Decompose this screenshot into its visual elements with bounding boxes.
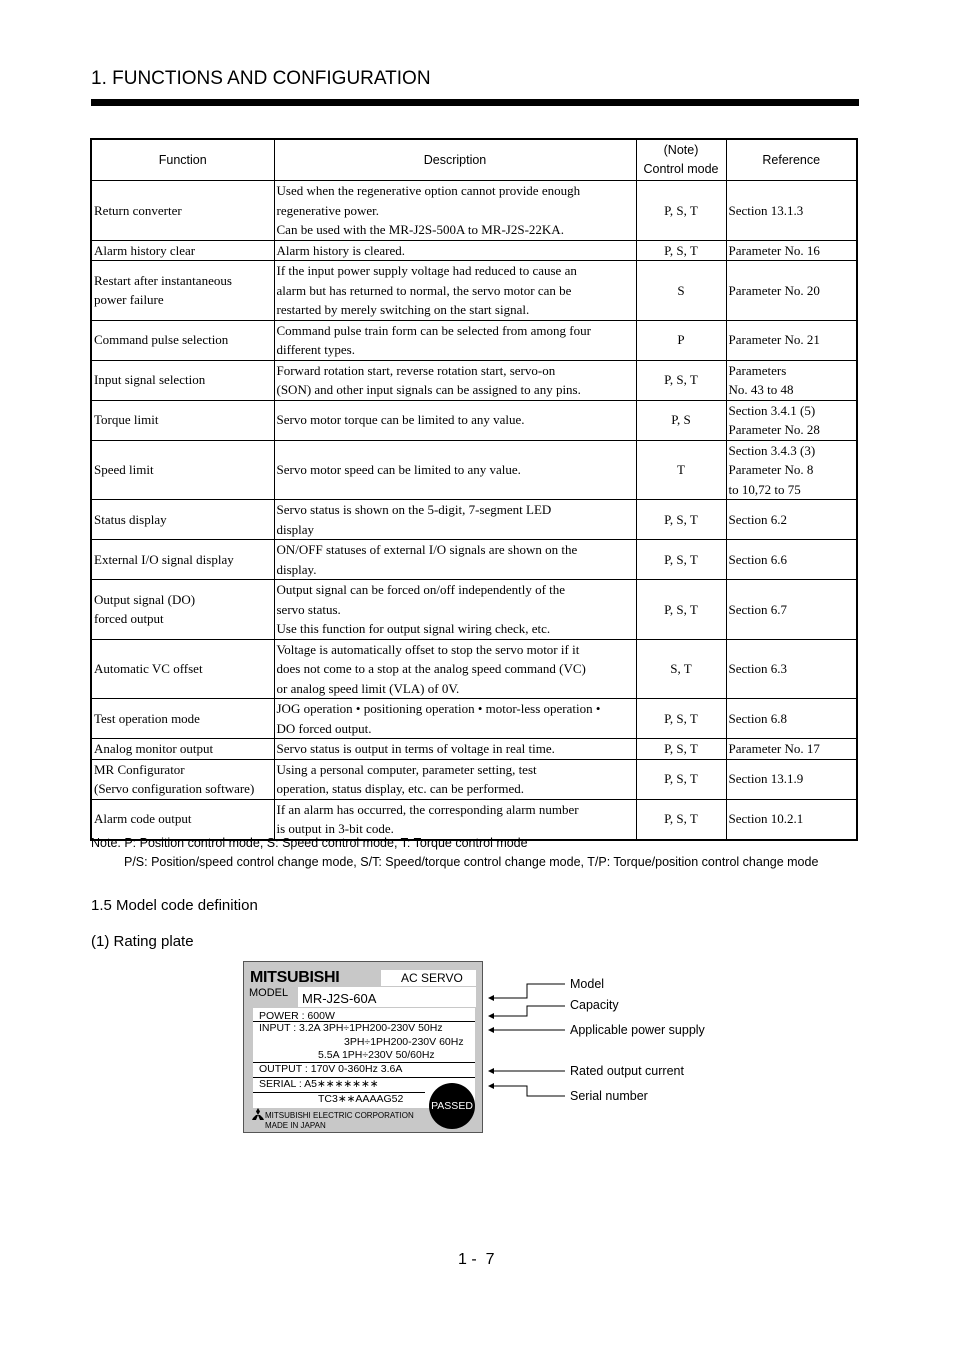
callout-model: Model [570, 977, 605, 991]
description-text-line: display [276, 521, 315, 537]
description-text-line: Use this function for output signal wiring check, etc. [276, 621, 551, 636]
function-text-line: power failure [94, 292, 164, 308]
description-cell [274, 440, 636, 500]
description-text-line: Servo status is output in terms of voltage in real time. [276, 741, 555, 756]
plate-serial-line: SERIAL : A5∗∗∗∗∗∗∗ [259, 1078, 379, 1090]
table-row [91, 261, 857, 321]
control-mode-cell [636, 580, 726, 640]
mode-text: T [677, 462, 685, 477]
table-row [91, 799, 857, 840]
header-mode-note: (Note) [663, 143, 699, 157]
header-description: Description [274, 139, 636, 181]
control-mode-cell [636, 240, 726, 261]
function-cell [91, 799, 274, 840]
function-text-line: Torque limit [94, 412, 159, 428]
control-mode-cell [636, 320, 726, 360]
description-text-line: Command pulse train form can be selected from among four [276, 322, 591, 338]
description-text-line: or analog speed limit (VLA) of 0V. [276, 680, 460, 696]
reference-text-line: Section 3.4.3 (3) [728, 442, 816, 458]
reference-text-line: Parameter No. 8 [728, 462, 814, 477]
reference-cell [726, 759, 857, 799]
plate-model-label: MODEL [249, 987, 289, 999]
chapter-title: 1. FUNCTIONS AND CONFIGURATION [91, 68, 431, 89]
description-text-line: servo status. [276, 601, 341, 617]
arrow-serial-icon [488, 1083, 494, 1089]
leader-serial [493, 1086, 565, 1096]
reference-cell [726, 181, 857, 241]
reference-text-line: Parameter No. 17 [728, 741, 820, 756]
function-cell [91, 699, 274, 739]
description-text-line: is output in 3-bit code. [276, 821, 394, 836]
table-row [91, 320, 857, 360]
section-heading: 1.5 Model code definition [91, 897, 258, 914]
plate-input-line-3: 5.5A 1PH÷230V 50/60Hz [318, 1049, 435, 1061]
mode-text: P [677, 332, 685, 348]
function-cell [91, 639, 274, 699]
function-text-line: Restart after instantaneous [94, 272, 232, 288]
description-cell [274, 699, 636, 739]
callout-rated-current: Rated output current [570, 1064, 684, 1078]
function-cell [91, 500, 274, 540]
mitsubishi-logo-icon [251, 1108, 265, 1120]
arrow-model-icon [488, 995, 494, 1001]
control-mode-cell [636, 181, 726, 241]
note-line-2: P/S: Position/speed control change mode, S/T: Speed/torque control change mode, T/P: Torque/position control change mode [124, 855, 819, 869]
mode-text: P, S, T [664, 202, 698, 218]
description-text-line: If an alarm has occurred, the corresponding alarm number [276, 801, 579, 817]
description-cell [274, 799, 636, 840]
function-cell [91, 320, 274, 360]
mode-text: P, S, T [664, 242, 698, 258]
description-cell [274, 360, 636, 400]
function-cell [91, 400, 274, 440]
reference-text-line: Section 6.8 [728, 710, 787, 726]
description-text-line: Voltage is automatically offset to stop the servo motor if it [276, 641, 580, 657]
reference-cell [726, 639, 857, 699]
description-cell [274, 261, 636, 321]
callout-capacity: Capacity [570, 998, 619, 1012]
header-function: Function [91, 139, 274, 181]
plate-product: AC SERVO [401, 971, 463, 985]
description-cell [274, 540, 636, 580]
table-row [91, 240, 857, 261]
description-text-line: ON/OFF statuses of external I/O signals are shown on the [276, 542, 578, 557]
function-cell [91, 440, 274, 500]
function-text-line: Input signal selection [94, 372, 206, 388]
function-text-line: Alarm history clear [94, 242, 196, 258]
control-mode-cell [636, 261, 726, 321]
reference-text-line: Parameter No. 21 [728, 332, 820, 348]
note-line-1: Note. P: Position control mode, S: Speed control mode, T: Torque control mode [91, 836, 528, 850]
function-cell [91, 580, 274, 640]
description-cell [274, 320, 636, 360]
description-text-line: display. [276, 561, 317, 577]
function-cell [91, 240, 274, 261]
mode-text: P, S, T [664, 551, 698, 567]
mode-text: P, S [671, 412, 691, 428]
table-row [91, 360, 857, 400]
description-text-line: regenerative power. [276, 202, 380, 218]
description-text-line: alarm but has returned to normal, the servo motor can be [276, 282, 572, 298]
reference-cell [726, 739, 857, 760]
table-row [91, 181, 857, 241]
callout-leader-lines [485, 968, 725, 1108]
description-cell [274, 240, 636, 261]
function-text-line: Automatic VC offset [94, 661, 203, 676]
function-text-line: Speed limit [94, 462, 154, 477]
description-cell [274, 500, 636, 540]
control-mode-cell [636, 759, 726, 799]
control-mode-cell [636, 500, 726, 540]
header-mode-label: Control mode [643, 162, 719, 176]
mode-text: P, S, T [664, 771, 698, 787]
title-rule [91, 99, 859, 106]
mode-text: P, S, T [664, 811, 698, 827]
plate-brand: MITSUBISHI [250, 969, 340, 986]
arrow-capacity-icon [488, 1013, 494, 1019]
function-text-line: Test operation mode [94, 710, 200, 726]
reference-text-line: No. 43 to 48 [728, 382, 794, 397]
description-text-line: Servo motor speed can be limited to any value. [276, 462, 521, 477]
description-text-line: Forward rotation start, reverse rotation start, servo-on [276, 362, 556, 378]
function-cell [91, 739, 274, 760]
plate-serial-line-2: TC3∗∗AAAAG52 [318, 1093, 404, 1105]
functions-table [90, 138, 858, 841]
reference-text-line: Section 13.1.3 [728, 202, 804, 218]
description-cell [274, 739, 636, 760]
function-cell [91, 360, 274, 400]
mode-text: P, S, T [664, 710, 698, 726]
description-text-line: Alarm history is cleared. [276, 242, 406, 258]
mode-text: P, S, T [664, 601, 698, 617]
table-row [91, 440, 857, 500]
callout-serial: Serial number [570, 1089, 648, 1103]
function-text-line: Return converter [94, 202, 182, 218]
reference-text-line: Section 6.2 [728, 511, 787, 527]
description-text-line: If the input power supply voltage had reduced to cause an [276, 263, 577, 278]
function-text-line: (Servo configuration software) [94, 781, 255, 796]
table-row [91, 400, 857, 440]
function-text-line: Status display [94, 511, 167, 527]
control-mode-cell [636, 699, 726, 739]
reference-cell [726, 400, 857, 440]
description-cell [274, 400, 636, 440]
function-text-line: forced output [94, 611, 164, 627]
description-text-line: Output signal can be forced on/off independently of the [276, 582, 566, 597]
reference-text-line: Section 6.3 [728, 661, 787, 676]
description-text-line: (SON) and other input signals can be assigned to any pins. [276, 382, 581, 397]
table-row [91, 639, 857, 699]
reference-text-line: Section 3.4.1 (5) [728, 402, 816, 418]
reference-cell [726, 799, 857, 840]
reference-text-line: Section 10.2.1 [728, 811, 804, 827]
table-row [91, 739, 857, 760]
plate-input-line-2: 3PH÷1PH200-230V 60Hz [344, 1036, 464, 1048]
description-text-line: Used when the regenerative option cannot provide enough [276, 183, 581, 198]
mode-text: P, S, T [664, 372, 698, 388]
description-text-line: does not come to a stop at the analog speed command (VC) [276, 661, 586, 676]
function-cell [91, 181, 274, 241]
reference-text-line: Parameters [728, 362, 787, 378]
description-text-line: operation, status display, etc. can be performed. [276, 781, 525, 796]
control-mode-cell [636, 400, 726, 440]
description-cell [274, 181, 636, 241]
mode-text: S [677, 282, 685, 298]
plate-input-line: INPUT : 3.2A 3PH÷1PH200-230V 50Hz [259, 1022, 443, 1034]
reference-cell [726, 320, 857, 360]
page-number: 1 - 7 [458, 1251, 495, 1268]
mode-text: P, S, T [664, 741, 698, 756]
header-control-mode [636, 139, 726, 181]
description-text-line: DO forced output. [276, 720, 372, 736]
table-body [91, 181, 857, 840]
description-cell [274, 580, 636, 640]
rating-plate-callouts [485, 968, 725, 1108]
leader-model [493, 984, 565, 998]
reference-cell [726, 580, 857, 640]
function-cell [91, 261, 274, 321]
reference-text-line: to 10,72 to 75 [728, 481, 801, 497]
function-text-line: External I/O signal display [94, 551, 234, 567]
control-mode-cell [636, 540, 726, 580]
control-mode-cell [636, 440, 726, 500]
table-row [91, 759, 857, 799]
plate-origin: MADE IN JAPAN [265, 1121, 326, 1130]
table-row [91, 500, 857, 540]
plate-output-line: OUTPUT : 170V 0-360Hz 3.6A [259, 1063, 403, 1075]
description-text-line: JOG operation • positioning operation • motor-less operation • [276, 701, 601, 716]
reference-cell [726, 699, 857, 739]
reference-text-line: Section 13.1.9 [728, 771, 804, 787]
table-row [91, 580, 857, 640]
reference-cell [726, 540, 857, 580]
description-cell [274, 639, 636, 699]
reference-cell [726, 240, 857, 261]
header-reference: Reference [726, 139, 857, 181]
description-text-line: Can be used with the MR-J2S-500A to MR-J2S-22KA. [276, 222, 564, 237]
reference-cell [726, 500, 857, 540]
table-row [91, 540, 857, 580]
plate-model-value: MR-J2S-60A [302, 991, 377, 1006]
table-row [91, 699, 857, 739]
description-text-line: restarted by merely switching on the start signal. [276, 302, 530, 317]
description-text-line: Servo motor torque can be limited to any value. [276, 412, 525, 428]
function-cell [91, 759, 274, 799]
mode-text: P, S, T [664, 511, 698, 527]
mode-text: S, T [670, 661, 692, 676]
subsection-heading: (1) Rating plate [91, 933, 194, 950]
table-header-row [91, 139, 857, 181]
description-text-line: Using a personal computer, parameter setting, test [276, 761, 537, 777]
rating-plate [243, 961, 483, 1133]
control-mode-cell [636, 739, 726, 760]
function-text-line: Command pulse selection [94, 332, 229, 348]
function-text-line: Output signal (DO) [94, 591, 196, 607]
description-cell [274, 759, 636, 799]
control-mode-cell [636, 360, 726, 400]
reference-cell [726, 360, 857, 400]
reference-text-line: Section 6.7 [728, 601, 787, 617]
description-text-line: Servo status is shown on the 5-digit, 7-segment LED [276, 502, 552, 517]
reference-text-line: Parameter No. 16 [728, 242, 820, 258]
function-text-line: Analog monitor output [94, 741, 214, 756]
passed-badge: PASSED [429, 1083, 475, 1129]
leader-capacity [493, 1006, 565, 1016]
description-text-line: different types. [276, 342, 355, 357]
control-mode-cell [636, 639, 726, 699]
plate-maker: MITSUBISHI ELECTRIC CORPORATION [265, 1111, 414, 1120]
function-text-line: MR Configurator [94, 761, 185, 777]
arrow-rated-current-icon [488, 1068, 494, 1074]
reference-text-line: Parameter No. 20 [728, 282, 820, 298]
reference-text-line: Section 6.6 [728, 551, 787, 567]
callout-power-supply: Applicable power supply [570, 1023, 705, 1037]
reference-cell [726, 440, 857, 500]
arrow-power-supply-icon [488, 1027, 494, 1033]
reference-cell [726, 261, 857, 321]
reference-text-line: Parameter No. 28 [728, 422, 820, 437]
function-cell [91, 540, 274, 580]
control-mode-cell [636, 799, 726, 840]
function-text-line: Alarm code output [94, 811, 192, 827]
plate-power-line: POWER : 600W [259, 1010, 335, 1022]
